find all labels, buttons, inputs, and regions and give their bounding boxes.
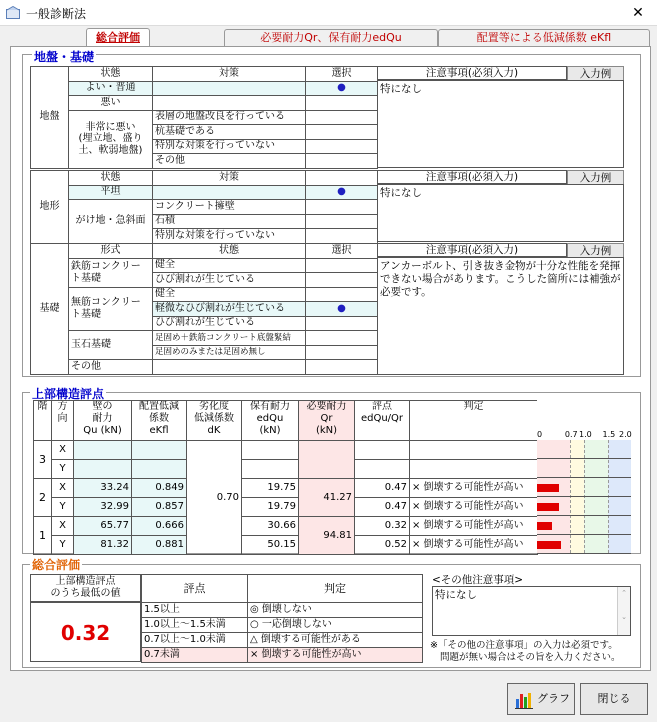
terrain-select-1[interactable] [306, 200, 378, 215]
floor-1-x-qu: 65.77 [74, 517, 132, 536]
col-judge-header: 判定 [410, 401, 538, 441]
foundation-select-stone-1[interactable] [306, 331, 378, 346]
window-title: 一般診断法 [26, 7, 87, 21]
score-bar [537, 541, 561, 549]
min-score-label: 上部構造評点 のうち最低の値 [30, 574, 141, 602]
col-edqu-header: 保有耐力 edQu (kN) [242, 401, 299, 441]
foundation-select-plain-3[interactable] [306, 316, 378, 331]
upper-structure-table [33, 400, 538, 555]
floor-2-x-ekfl: 0.849 [132, 479, 187, 498]
judgement-table [141, 574, 423, 663]
score-row-divider [537, 534, 631, 535]
ground-select-good[interactable]: ● [306, 81, 378, 96]
dk-value: 0.70 [187, 441, 242, 555]
terrain-measure-3: 特別な対策を行っていない [153, 229, 306, 244]
tab-reduction-factor[interactable]: 配置等による低減係数 eKfl [438, 29, 650, 47]
floor-2-qr: 41.27 [299, 479, 355, 517]
floor-1-y-score: 0.52 [355, 536, 410, 555]
foundation-state-plain-1: 健全 [153, 287, 306, 302]
judge-result-2: ○ 一応倒壊しない [248, 618, 423, 633]
foundation-state-stone-2: 足固めのみまたは足固め無し [153, 345, 306, 360]
ground-table [30, 66, 378, 169]
ground-state-header: 状態 [69, 67, 153, 82]
floor-1-y-ekfl: 0.881 [132, 536, 187, 555]
floor-3-x-ekfl [132, 441, 187, 460]
floor-2-x-edqu: 19.75 [242, 479, 299, 498]
tab-overall-evaluation[interactable]: 総合評価 [86, 28, 150, 48]
col-score-header: 評点 edQu/Qr [355, 401, 410, 441]
score-row-divider [537, 458, 631, 459]
ground-select-vb2[interactable] [306, 125, 378, 140]
ground-measure-2: 杭基礎である [153, 125, 306, 140]
floor-2-y-judge: × 倒壊する可能性が高い [410, 498, 538, 517]
floor-2-x-qu: 33.24 [74, 479, 132, 498]
score-bar [537, 522, 552, 530]
ground-state-good: よい・普通 [69, 81, 153, 96]
terrain-note-textarea[interactable]: 特になし [377, 184, 624, 242]
floor-3-y-edqu [242, 460, 299, 479]
floor-3-y-ekfl [132, 460, 187, 479]
score-bars [537, 440, 631, 553]
foundation-select-other[interactable] [306, 360, 378, 375]
foundation-select-plain-1[interactable] [306, 287, 378, 302]
upper-structure-heading: 上部構造評点 [32, 387, 105, 401]
floor-3-x-qu [74, 441, 132, 460]
score-axis-tick: 0 [537, 430, 543, 439]
judge-range-3: 0.7以上〜1.0未満 [142, 633, 248, 648]
ground-side-label: 地盤 [31, 67, 69, 169]
col-dk-header: 劣化度 低減係数 dK [187, 401, 242, 441]
foundation-state-rc-1: 健全 [153, 258, 306, 273]
score-row-divider [537, 515, 631, 516]
footnote-2: 問題が無い場合はその旨を入力ください。 [440, 652, 621, 663]
foundation-state-header: 状態 [153, 244, 306, 259]
judge-result-1: ◎ 倒壊しない [248, 603, 423, 618]
floor-3-y-score [355, 460, 410, 479]
floor-2-y-ekfl: 0.857 [132, 498, 187, 517]
floor-2-y-score: 0.47 [355, 498, 410, 517]
floor-3-x-edqu [242, 441, 299, 460]
close-button[interactable]: 閉じる [580, 683, 648, 715]
floor-3-x-score [355, 441, 410, 460]
overall-heading: 総合評価 [32, 558, 81, 572]
terrain-example-button[interactable]: 入力例 [567, 170, 624, 185]
score-bar [537, 484, 559, 492]
floor-2-label: 2 [34, 479, 52, 517]
foundation-select-plain-2[interactable]: ● [306, 302, 378, 317]
judge-score-header: 評点 [142, 575, 248, 603]
judge-range-1: 1.5以上 [142, 603, 248, 618]
floor-3-y-judge [410, 460, 538, 479]
floor-1-qr: 94.81 [299, 517, 355, 555]
bar-chart-icon [515, 691, 533, 709]
col-floor-header: 階 [34, 401, 52, 441]
floor-3-y-qu [74, 460, 132, 479]
terrain-state-flat: 平坦 [69, 185, 153, 200]
foundation-table [30, 243, 378, 375]
floor-3-qr [299, 441, 355, 479]
foundation-type-header: 形式 [69, 244, 153, 259]
graph-button[interactable] [507, 683, 575, 715]
terrain-select-3[interactable] [306, 229, 378, 244]
foundation-side-label: 基礎 [31, 244, 69, 375]
ground-state-very-bad: 非常に悪い (埋立地、盛り 土、軟弱地盤) [69, 110, 153, 168]
ground-select-header: 選択 [306, 67, 378, 82]
ground-note-header: 注意事項(必須入力) [377, 66, 567, 80]
judge-range-4: 0.7未満 [142, 648, 248, 663]
title-bar [0, 0, 657, 26]
floor-1-dir-y: Y [52, 536, 74, 555]
floor-2-dir-x: X [52, 479, 74, 498]
foundation-select-rc-2[interactable] [306, 273, 378, 288]
terrain-measure-header: 対策 [153, 171, 306, 186]
floor-1-y-qu: 81.32 [74, 536, 132, 555]
ground-note-textarea[interactable]: 特になし [377, 80, 624, 168]
foundation-state-plain-2: 軽微なひび割れが生じている [153, 302, 306, 317]
footnote-1: ※「その他の注意事項」の入力は必須です。 [430, 640, 618, 651]
score-axis-tick: 1.0 [579, 430, 592, 439]
ground-measure-4: その他 [153, 154, 306, 169]
floor-2-x-score: 0.47 [355, 479, 410, 498]
terrain-measure-1: コンクリート擁壁 [153, 200, 306, 215]
floor-3-label: 3 [34, 441, 52, 479]
score-row-divider [537, 496, 631, 497]
foundation-type-stone: 玉石基礎 [69, 331, 153, 360]
min-score-value: 0.32 [30, 602, 141, 662]
score-axis-tick: 2.0 [619, 430, 632, 439]
floor-2-dir-y: Y [52, 498, 74, 517]
judge-judge-header: 判定 [248, 575, 423, 603]
foundation-select-header: 選択 [306, 244, 378, 259]
foundation-type-rc: 鉄筋コンクリート基礎 [69, 258, 153, 287]
score-axis [537, 430, 631, 440]
ground-measure-header: 対策 [153, 67, 306, 82]
ground-select-vb3[interactable] [306, 139, 378, 154]
floor-1-y-judge: × 倒壊する可能性が高い [410, 536, 538, 555]
floor-1-x-judge: × 倒壊する可能性が高い [410, 517, 538, 536]
graph-button-label: グラフ [537, 692, 570, 705]
floor-3-dir-y: Y [52, 460, 74, 479]
terrain-select-flat[interactable]: ● [306, 185, 378, 200]
col-qr-header: 必要耐力 Qr (kN) [299, 401, 355, 441]
floor-1-x-ekfl: 0.666 [132, 517, 187, 536]
tab-required-strength[interactable]: 必要耐力Qr、保有耐力edQu [224, 29, 438, 47]
ground-example-button[interactable]: 入力例 [567, 66, 624, 81]
floor-1-label: 1 [34, 517, 52, 555]
terrain-state-slope: がけ地・急斜面 [69, 200, 153, 244]
terrain-side-label: 地形 [31, 171, 69, 244]
terrain-table [30, 170, 378, 244]
col-ekfl-header: 配置低減 係数 eKfl [132, 401, 187, 441]
ground-state-bad: 悪い [69, 96, 153, 111]
score-row-divider [537, 477, 631, 478]
floor-1-x-score: 0.32 [355, 517, 410, 536]
score-bar-graph [537, 400, 631, 553]
floor-3-x-judge [410, 441, 538, 460]
floor-1-x-edqu: 30.66 [242, 517, 299, 536]
ground-select-vb1[interactable] [306, 110, 378, 125]
score-bar [537, 503, 559, 511]
foundation-state-rc-2: ひび割れが生じている [153, 273, 306, 288]
floor-2-y-edqu: 19.79 [242, 498, 299, 517]
foundation-state-plain-3: ひび割れが生じている [153, 316, 306, 331]
terrain-measure-2: 石積 [153, 214, 306, 229]
foundation-example-button[interactable]: 入力例 [567, 243, 624, 258]
close-window-button[interactable]: ✕ [632, 5, 644, 21]
terrain-select-2[interactable] [306, 214, 378, 229]
judge-result-4: × 倒壊する可能性が高い [248, 648, 423, 663]
app-icon [6, 6, 20, 19]
foundation-select-stone-2[interactable] [306, 345, 378, 360]
ground-select-vb4[interactable] [306, 154, 378, 169]
other-notes-label: <その他注意事項> [432, 574, 524, 586]
floor-2-x-judge: × 倒壊する可能性が高い [410, 479, 538, 498]
ground-foundation-heading: 地盤・基礎 [34, 50, 95, 64]
ground-measure-1: 表層の地盤改良を行っている [153, 110, 306, 125]
foundation-state-stone-1: 足固め＋鉄筋コンクリート底盤緊結 [153, 331, 306, 346]
terrain-note-header: 注意事項(必須入力) [377, 170, 567, 184]
floor-1-y-edqu: 50.15 [242, 536, 299, 555]
score-row-divider [537, 553, 631, 554]
judge-range-2: 1.0以上〜1.5未満 [142, 618, 248, 633]
score-axis-tick: 0.7 [564, 430, 578, 439]
score-axis-tick: 1.5 [602, 430, 616, 439]
terrain-state-header: 状態 [69, 171, 153, 186]
foundation-note-textarea[interactable]: アンカーボルト、引き抜き金物が十分な性能を発揮できない場合があります。こうした箇所には補強が必要です。 [377, 257, 624, 375]
floor-3-dir-x: X [52, 441, 74, 460]
foundation-note-header: 注意事項(必須入力) [377, 243, 567, 257]
foundation-type-other: その他 [69, 360, 153, 375]
other-notes-scrollbar[interactable]: ⌃ ⌄ [617, 587, 630, 635]
floor-1-dir-x: X [52, 517, 74, 536]
foundation-type-plain: 無筋コンクリート基礎 [69, 287, 153, 331]
foundation-select-rc-1[interactable] [306, 258, 378, 273]
judge-result-3: △ 倒壊する可能性がある [248, 633, 423, 648]
ground-measure-3: 特別な対策を行っていない [153, 139, 306, 154]
col-direction-header: 方向 [52, 401, 74, 441]
ground-select-bad[interactable] [306, 96, 378, 111]
floor-2-y-qu: 32.99 [74, 498, 132, 517]
other-notes-textarea[interactable]: 特になし [432, 586, 631, 636]
col-qu-header: 壁の 耐力 Qu (kN) [74, 401, 132, 441]
